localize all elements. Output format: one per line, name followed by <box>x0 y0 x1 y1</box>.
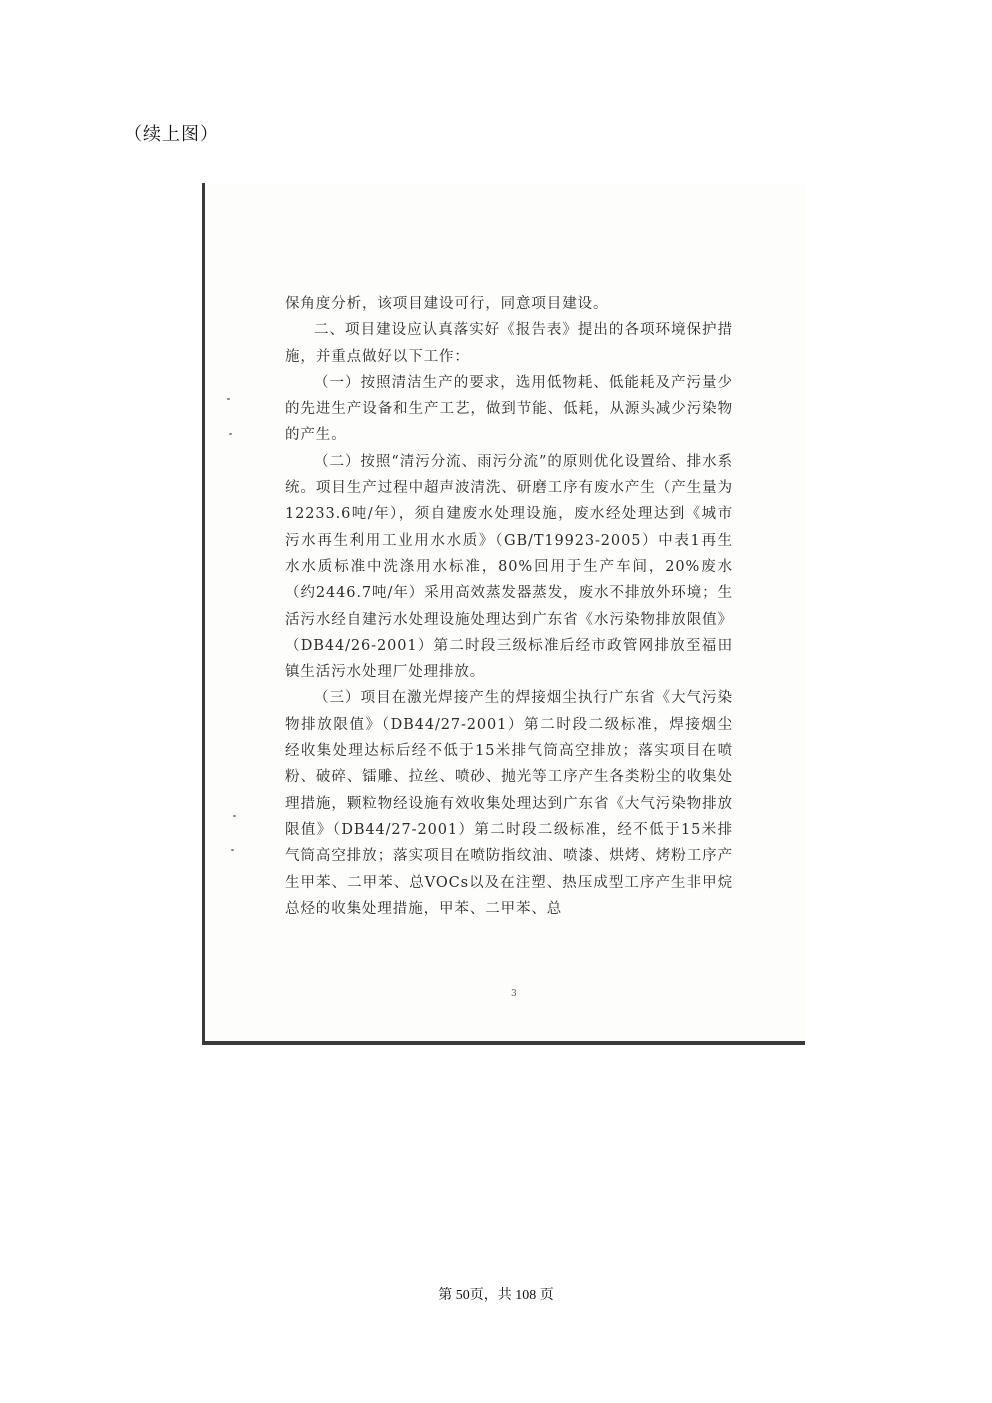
paragraph: 保角度分析，该项目建设可行，同意项目建设。 <box>285 296 609 312</box>
document-body <box>285 291 733 922</box>
page-footer: 第 50页，共 108 页 <box>438 1288 554 1303</box>
paragraph: 二、项目建设应认真落实好《报告表》提出的各项环境保护措施，并重点做好以下工作： <box>285 322 733 365</box>
continued-caption: （续上图） <box>124 124 219 145</box>
scan-speck <box>227 398 230 400</box>
scan-speck <box>231 849 234 851</box>
scanned-document <box>202 183 805 1045</box>
paragraph: （一）按照清洁生产的要求，选用低物耗、低能耗及产污量少的先进生产设备和生产工艺，做到节能、低耗，从源头减少污染物的产生。 <box>285 374 733 444</box>
paragraph: （二）按照“清污分流、雨污分流”的原则优化设置给、排水系统。项目生产过程中超声波清洗、研磨工序有废水产生（产生量为12233.6吨/年），须自建废水处理设施，废水经处理达到《城市污水再生利用工业用水水质》（GB/T19923-2005）中表1再生水水质标准中洗涤用水标准，80%回用于生产车间，20%废水（约2446.7吨/年）采用高效蒸发器蒸发，废水不排放外环境；生活污水经自建污水处理设施处理达到广东省《水污染物排放限值》（DB44/26-2001）第二时段三级标准后经市政管网排放至福田镇生活污水处理厂处理排放。 <box>285 453 733 681</box>
scan-speck <box>229 433 232 435</box>
paragraph: （三）项目在激光焊接产生的焊接烟尘执行广东省《大气污染物排放限值》（DB44/27-2001）第二时段二级标准，焊接烟尘经收集处理达标后经不低于15米排气筒高空排放；落实项目在喷粉、破碎、镭雕、拉丝、喷砂、抛光等工序产生各类粉尘的收集处理措施，颗粒物经设施有效收集处理达到广东省《大气污染物排放限值》（DB44/27-2001）第二时段二级标准，经不低于15米排气筒高空排放；落实项目在喷防指纹油、喷漆、烘烤、烤粉工序产生甲苯、二甲苯、总VOCs以及在注塑、热压成型工序产生非甲烷总烃的收集处理措施，甲苯、二甲苯、总 <box>285 690 733 917</box>
scan-speck <box>233 815 236 817</box>
scan-page-number: 3 <box>511 989 517 999</box>
